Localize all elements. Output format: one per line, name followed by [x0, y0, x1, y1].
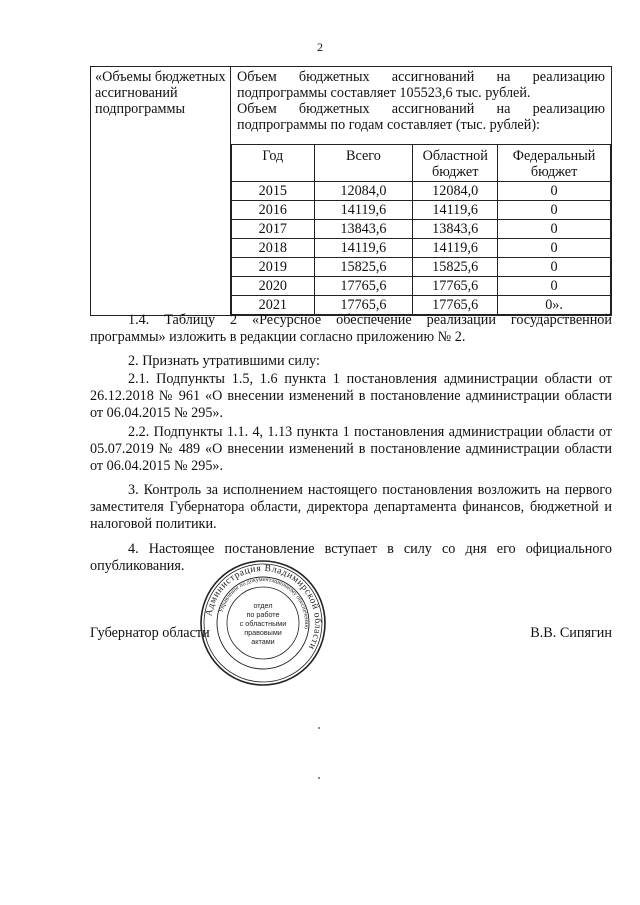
- table-row: [232, 201, 611, 220]
- cell-regional: 14119,6: [413, 239, 498, 258]
- table-row: [232, 258, 611, 277]
- table-row: [232, 239, 611, 258]
- stamp-inner-text: Управление по документационному обеспечению: [218, 576, 310, 630]
- cell-total: 17765,6: [314, 296, 413, 315]
- paragraph-text: 2.2. Подпункты 1.1. 4, 1.13 пункта 1 постановления администрации области от 05.07.2019 № 489 «О внесении изменений в постановление администрации области от 06.04.2015 № 295».: [90, 424, 612, 474]
- cell-year: 2017: [232, 220, 315, 239]
- paragraph-text: 1.4. Таблицу 2 «Ресурсное обеспечение реализации государственной программы» изложить в редакции согласно приложению № 2.: [90, 312, 612, 345]
- cell-federal: 0: [498, 277, 611, 296]
- paragraph-4: [90, 541, 612, 575]
- cell-regional: 14119,6: [413, 201, 498, 220]
- stamp-center-line: правовыми: [244, 628, 282, 637]
- paragraph-2-2: [90, 424, 612, 475]
- header-federal-budget: Федеральный бюджет: [498, 145, 611, 182]
- scan-mark: [318, 777, 320, 779]
- stamp-outer-text: Администрация Владимирской области: [203, 562, 324, 652]
- stamp-center-line: отдел: [253, 601, 273, 610]
- paragraph-text: 2.1. Подпункты 1.5, 1.6 пункта 1 постановления администрации области от 26.12.2018 № 961 «О внесении изменений в постановление администрации области от 06.04.2015 № 295».: [90, 371, 612, 421]
- cell-total: 14119,6: [314, 239, 413, 258]
- cell-year: 2016: [232, 201, 315, 220]
- stamp-center-line: по работе: [246, 610, 280, 619]
- cell-federal: 0: [498, 220, 611, 239]
- cell-federal: 0: [498, 201, 611, 220]
- cell-year: 2021: [232, 296, 315, 315]
- paragraph-text: 4. Настоящее постановление вступает в силу со дня его официального опубликования.: [90, 541, 612, 574]
- total-amount-text: Объем бюджетных ассигнований на реализацию подпрограммы составляет 105523,6 тыс. рублей.: [237, 69, 605, 101]
- cell-total: 12084,0: [314, 182, 413, 201]
- cell-regional: 17765,6: [413, 296, 498, 315]
- paragraph-text: 3. Контроль за исполнением настоящего постановления возложить на первого заместителя Губернатора области, директора департамента финансов, бюджетной и налоговой политики.: [90, 482, 612, 532]
- cell-regional: 12084,0: [413, 182, 498, 201]
- cell-total: 13843,6: [314, 220, 413, 239]
- cell-regional: 17765,6: [413, 277, 498, 296]
- paragraph-3: [90, 482, 612, 533]
- header-year: Год: [232, 145, 315, 182]
- cell-year: 2015: [232, 182, 315, 201]
- cell-year: 2020: [232, 277, 315, 296]
- paragraph-2-1: [90, 371, 612, 422]
- stamp-center-line: актами: [251, 637, 275, 646]
- paragraph-1-4: [90, 312, 612, 346]
- cell-regional: 15825,6: [413, 258, 498, 277]
- signatory-name: В.В. Сипягин: [530, 625, 612, 641]
- stamp-icon: [198, 558, 328, 688]
- cell-regional: 13843,6: [413, 220, 498, 239]
- header-total: Всего: [314, 145, 413, 182]
- by-year-text: Объем бюджетных ассигнований на реализацию подпрограммы по годам составляет (тыс. рублей):: [237, 101, 605, 133]
- stamp-center-line: с областными: [239, 619, 287, 628]
- table-header-row: [232, 145, 611, 182]
- scan-mark: [318, 727, 320, 729]
- table-row: [232, 277, 611, 296]
- cell-federal: 0: [498, 239, 611, 258]
- page-number: 2: [317, 40, 323, 54]
- paragraph-2: [90, 353, 612, 370]
- table-row: [232, 220, 611, 239]
- cell-federal: 0: [498, 258, 611, 277]
- official-stamp: [198, 558, 328, 688]
- passport-right-cell: [231, 67, 612, 316]
- funding-by-year-table: [231, 144, 611, 315]
- passport-left-label: «Объемы бюджетных ассигнований подпрограммы: [91, 67, 231, 316]
- paragraph-text: 2. Признать утратившими силу:: [128, 353, 320, 369]
- signatory-title: Губернатор области: [90, 625, 210, 641]
- cell-total: 15825,6: [314, 258, 413, 277]
- header-regional-budget: Областной бюджет: [413, 145, 498, 182]
- passport-table: [90, 66, 612, 316]
- cell-federal: 0».: [498, 296, 611, 315]
- cell-year: 2019: [232, 258, 315, 277]
- cell-total: 17765,6: [314, 277, 413, 296]
- cell-federal: 0: [498, 182, 611, 201]
- cell-year: 2018: [232, 239, 315, 258]
- cell-total: 14119,6: [314, 201, 413, 220]
- table-row: [232, 182, 611, 201]
